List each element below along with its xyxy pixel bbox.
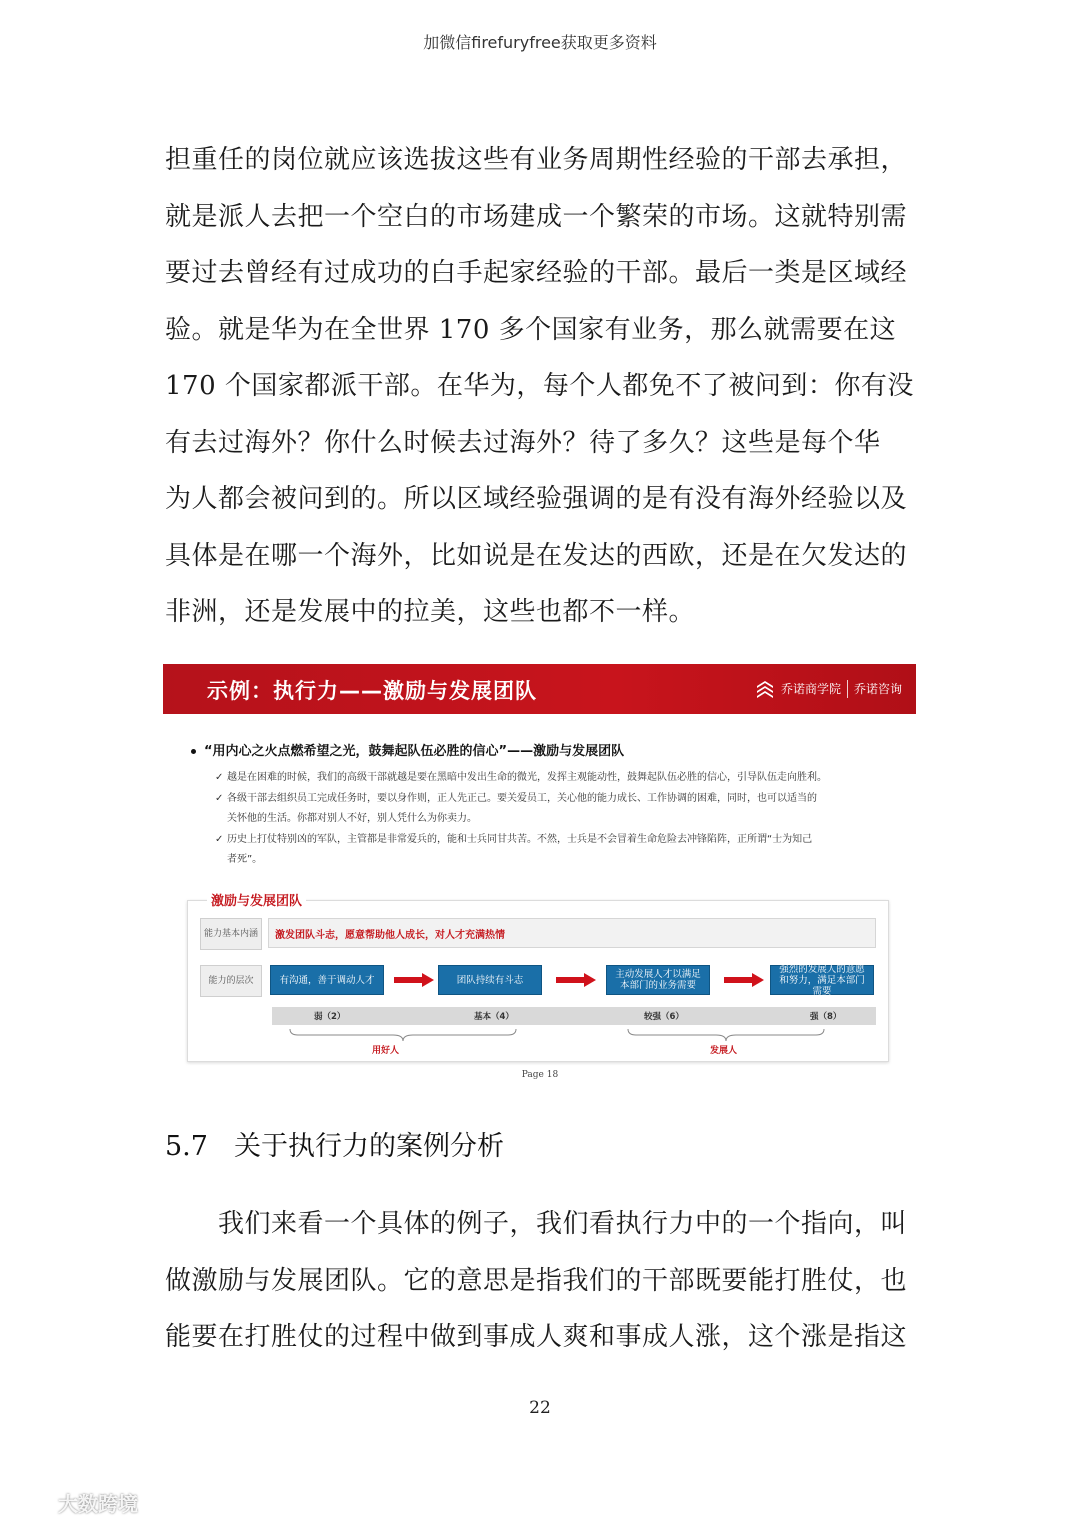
check-item-text: 者死”。: [227, 854, 263, 865]
text-line: 要过去曾经有过成功的白手起家经验的干部。最后一类是区域经: [165, 258, 908, 288]
text-line: 为人都会被问到的。所以区域经验强调的是有没有海外经验以及: [165, 484, 908, 514]
body-paragraph-2: [165, 1196, 917, 1366]
check-item: [215, 830, 895, 851]
body-paragraph-1: [165, 132, 917, 641]
check-list: [215, 768, 895, 871]
check-item-continued: [215, 850, 895, 871]
text-line: 我们来看一个具体的例子，我们看执行力中的一个指向，叫: [165, 1209, 908, 1239]
slide-title: 示例：执行力——激励与发展团队: [207, 679, 537, 703]
text-line: 就是派人去把一个空白的市场建成一个繁荣的市场。这就特别需: [165, 201, 908, 232]
arrow-right-icon: [394, 973, 434, 987]
level-box-4: 强烈的发展人的意愿和努力，满足本部门需要: [770, 965, 874, 995]
check-item: [215, 768, 895, 789]
scale-tick: 基本（4）: [474, 1012, 514, 1022]
scale-bar: [272, 1007, 876, 1025]
level-box-2: 团队持续有斗志: [438, 965, 542, 995]
slide-logo: [755, 676, 902, 702]
check-item-text: 关怀他的生活。你都对别人不好，别人凭什么为你卖力。: [227, 813, 477, 824]
bullet-dot-icon: [191, 749, 196, 754]
text-line: 非洲，还是发展中的拉美，这些也都不一样。: [165, 597, 696, 627]
header-note: 加微信firefuryfree获取更多资料: [423, 33, 657, 52]
row-content-definition: 激发团队斗志，愿意帮助他人成长，对人才充满热情: [268, 918, 876, 948]
check-item: [215, 789, 895, 810]
row-label-levels: 能力的层次: [200, 965, 262, 997]
logo-mark-icon: [755, 679, 775, 699]
text-line: 担重任的岗位就应该选拔这些有业务周期性经验的干部去承担，: [165, 145, 908, 175]
page-number: 22: [529, 1398, 551, 1418]
slide-main-bullet-text: “用内心之火点燃希望之光，鼓舞起队伍必胜的信心”——激励与发展团队: [204, 744, 625, 759]
brace-left-icon: [288, 1027, 518, 1043]
logo-left-text: 乔诺商学院: [780, 681, 841, 696]
logo-divider: [847, 680, 848, 698]
check-item-text: 历史上打仗特别凶的军队，主管都是非常爱兵的，能和士兵同甘共苦。不然，士兵是不会冒着生命危险去冲锋陷阵，正所谓“士为知己: [227, 833, 813, 845]
text-line: 有去过海外？你什么时候去过海外？待了多久？这些是每个华: [165, 427, 881, 458]
watermark: [12, 1488, 138, 1517]
logo-right-text: 乔诺咨询: [853, 681, 902, 696]
watermark-text: 大数跨境: [58, 1492, 138, 1516]
brace-label-use: 用好人: [372, 1046, 400, 1056]
text-line: 具体是在哪一个海外，比如说是在发达的西欧，还是在欠发达的: [165, 540, 908, 571]
scale-tick: 强（8）: [810, 1012, 842, 1022]
embedded-slide: [163, 664, 916, 1064]
slide-title-bar: [163, 664, 916, 714]
check-item-continued: [215, 809, 895, 830]
watermark-logo-icon: [12, 1492, 54, 1514]
arrow-right-icon: [556, 973, 596, 987]
scale-tick: 弱（2）: [314, 1012, 346, 1022]
check-item-text: 各级干部去组织员工完成任务时，要以身作则，正人先正己。要关爱员工，关心他的能力成长、工作协调的困难，同时，也可以适当的: [227, 792, 817, 804]
row-label-definition: 能力基本内涵: [200, 918, 262, 950]
scale-tick: 较强（6）: [644, 1012, 684, 1022]
section-title: 关于执行力的案例分析: [233, 1131, 504, 1162]
text-line: 能要在打胜仗的过程中做到事成人爽和事成人涨，这个涨是指这: [165, 1322, 908, 1352]
text-line: 验。就是华为在全世界 170 多个国家有业务，那么就需要在这: [165, 314, 897, 345]
competency-diagram: [187, 900, 889, 1062]
section-number: 5.7: [165, 1131, 208, 1162]
diagram-title: 激励与发展团队: [207, 890, 306, 909]
check-icon: ✓: [215, 792, 224, 804]
level-box-3: 主动发展人才以满足本部门的业务需要: [606, 965, 710, 995]
brace-label-develop: 发展人: [710, 1046, 738, 1056]
check-icon: ✓: [215, 772, 224, 783]
check-item-text: 越是在困难的时候，我们的高级干部就越是要在黑暗中发出生命的微光，发挥主观能动性，鼓舞起队伍必胜的信心，引导队伍走向胜利。: [227, 772, 827, 783]
level-box-1: 有沟通，善于调动人才: [270, 965, 384, 995]
slide-page-ref: Page 18: [521, 1070, 559, 1080]
text-line: 做激励与发展团队。它的意思是指我们的干部既要能打胜仗，也: [165, 1265, 908, 1296]
brace-right-icon: [626, 1027, 826, 1043]
text-line: 170 个国家都派干部。在华为，每个人都免不了被问到：你有没: [165, 371, 914, 401]
slide-main-bullet: [191, 740, 624, 759]
arrow-right-icon: [724, 973, 764, 987]
section-heading: [165, 1124, 504, 1163]
check-icon: ✓: [215, 833, 224, 845]
